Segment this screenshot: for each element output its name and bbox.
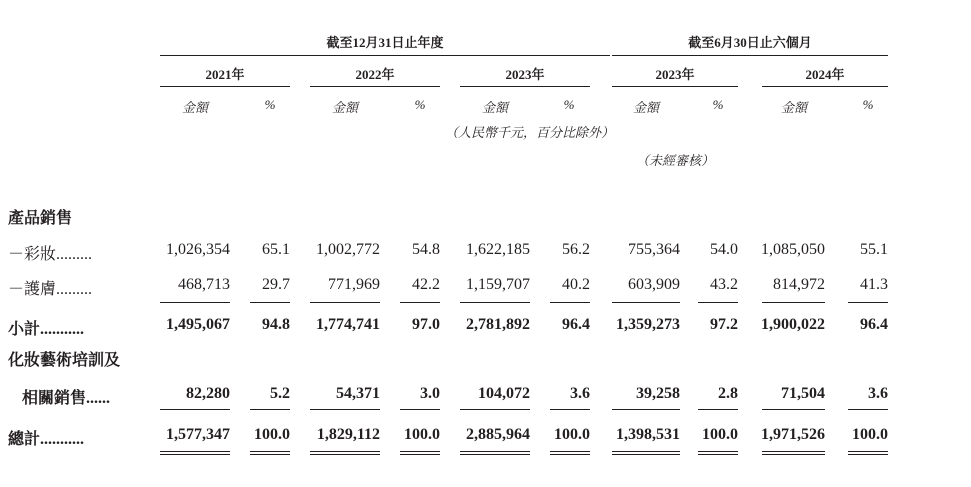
group-header-fiscal-year: 截至12月31日止年度 [326, 35, 444, 50]
table-cell: 104,072 [478, 385, 530, 402]
row-label-related-sales: 相關銷售...... [22, 390, 111, 407]
row-label-product-sales: 產品銷售 [8, 210, 73, 227]
group-header-six-months: 截至6月30日止六個月 [688, 35, 812, 50]
table-cell: 97.0 [412, 316, 440, 333]
year-header: 2021年 [205, 67, 245, 82]
table-cell: 55.1 [860, 241, 888, 258]
row-label-skincare: －護膚......... [8, 281, 93, 298]
table-cell: 39,258 [636, 385, 680, 402]
group-header-rule [612, 55, 888, 56]
total-double-rule [762, 451, 825, 455]
total-rule [612, 409, 680, 410]
total-rule [848, 409, 888, 410]
year-header: 2024年 [805, 67, 845, 82]
year-rule [460, 86, 590, 87]
table-cell: 1,900,022 [761, 316, 825, 333]
year-header: 2022年 [355, 67, 395, 82]
table-cell: 54.8 [412, 241, 440, 258]
table-cell: 603,909 [628, 276, 680, 293]
amount-subheader: 金額 [481, 100, 508, 115]
total-double-rule [698, 451, 738, 455]
total-rule [160, 409, 230, 410]
table-cell: 3.6 [570, 385, 590, 402]
table-cell: 755,364 [628, 241, 680, 258]
total-double-rule [310, 451, 380, 455]
table-cell: 1,359,273 [616, 316, 680, 333]
table-cell: 100.0 [254, 426, 290, 443]
table-cell: 1,398,531 [616, 426, 680, 443]
table-cell: 71,504 [781, 385, 825, 402]
amount-subheader: 金額 [331, 100, 358, 115]
table-cell: 43.2 [710, 276, 738, 293]
total-rule [698, 409, 738, 410]
table-cell: 41.3 [860, 276, 888, 293]
year-header: 2023年 [655, 67, 695, 82]
table-cell: 1,002,772 [316, 241, 380, 258]
total-double-rule [612, 451, 680, 455]
subtotal-rule [460, 302, 530, 303]
year-rule [612, 86, 738, 87]
amount-subheader: 金額 [780, 100, 807, 115]
row-label-total: 總計........... [8, 431, 85, 448]
table-cell: 5.2 [270, 385, 290, 402]
subtotal-rule [612, 302, 680, 303]
total-rule [400, 409, 440, 410]
total-double-rule [400, 451, 440, 455]
table-cell: 42.2 [412, 276, 440, 293]
subtotal-rule [250, 302, 290, 303]
table-cell: 96.4 [860, 316, 888, 333]
row-label-makeup: －彩妝......... [8, 246, 93, 263]
total-double-rule [550, 451, 590, 455]
total-double-rule [460, 451, 530, 455]
total-rule [250, 409, 290, 410]
total-double-rule [160, 451, 230, 455]
table-cell: 3.6 [868, 385, 888, 402]
unit-note: （人民幣千元，百分比除外） [445, 125, 615, 140]
row-label-training: 化妝藝術培訓及 [8, 352, 121, 369]
table-cell: 100.0 [404, 426, 440, 443]
total-double-rule [250, 451, 290, 455]
total-rule [310, 409, 380, 410]
table-cell: 29.7 [262, 276, 290, 293]
table-cell: 65.1 [262, 241, 290, 258]
group-header-rule [160, 55, 610, 56]
table-cell: 2,885,964 [466, 426, 530, 443]
table-cell: 1,577,347 [166, 426, 230, 443]
table-cell: 94.8 [262, 316, 290, 333]
table-cell: 468,713 [178, 276, 230, 293]
table-cell: 54.0 [710, 241, 738, 258]
year-rule [762, 86, 888, 87]
table-cell: 56.2 [562, 241, 590, 258]
table-cell: 771,969 [328, 276, 380, 293]
table-cell: 40.2 [562, 276, 590, 293]
table-cell: 1,159,707 [466, 276, 530, 293]
percent-subheader: % [862, 97, 874, 112]
table-cell: 96.4 [562, 316, 590, 333]
percent-subheader: % [264, 97, 276, 112]
table-cell: 100.0 [852, 426, 888, 443]
table-cell: 100.0 [554, 426, 590, 443]
table-cell: 1,829,112 [316, 426, 380, 443]
subtotal-rule [310, 302, 380, 303]
subtotal-rule [762, 302, 825, 303]
subtotal-rule [848, 302, 888, 303]
total-double-rule [848, 451, 888, 455]
year-rule [310, 86, 440, 87]
percent-subheader: % [712, 97, 724, 112]
subtotal-rule [160, 302, 230, 303]
table-cell: 100.0 [702, 426, 738, 443]
table-cell: 82,280 [186, 385, 230, 402]
year-header: 2023年 [505, 67, 545, 82]
subtotal-rule [550, 302, 590, 303]
total-rule [762, 409, 825, 410]
table-cell: 814,972 [773, 276, 825, 293]
percent-subheader: % [563, 97, 575, 112]
table-cell: 3.0 [420, 385, 440, 402]
subtotal-rule [698, 302, 738, 303]
year-rule [160, 86, 290, 87]
table-cell: 97.2 [710, 316, 738, 333]
table-cell: 1,971,526 [761, 426, 825, 443]
total-rule [550, 409, 590, 410]
row-label-subtotal: 小計........... [8, 321, 85, 338]
table-cell: 1,774,741 [316, 316, 380, 333]
total-rule [460, 409, 530, 410]
table-cell: 2,781,892 [466, 316, 530, 333]
percent-subheader: % [414, 97, 426, 112]
unaudited-note: （未經審核） [635, 153, 714, 168]
table-cell: 1,026,354 [166, 241, 230, 258]
table-cell: 54,371 [336, 385, 380, 402]
amount-subheader: 金額 [181, 100, 208, 115]
amount-subheader: 金額 [632, 100, 659, 115]
subtotal-rule [400, 302, 440, 303]
table-cell: 1,085,050 [761, 241, 825, 258]
table-cell: 2.8 [718, 385, 738, 402]
table-cell: 1,495,067 [166, 316, 230, 333]
table-cell: 1,622,185 [466, 241, 530, 258]
